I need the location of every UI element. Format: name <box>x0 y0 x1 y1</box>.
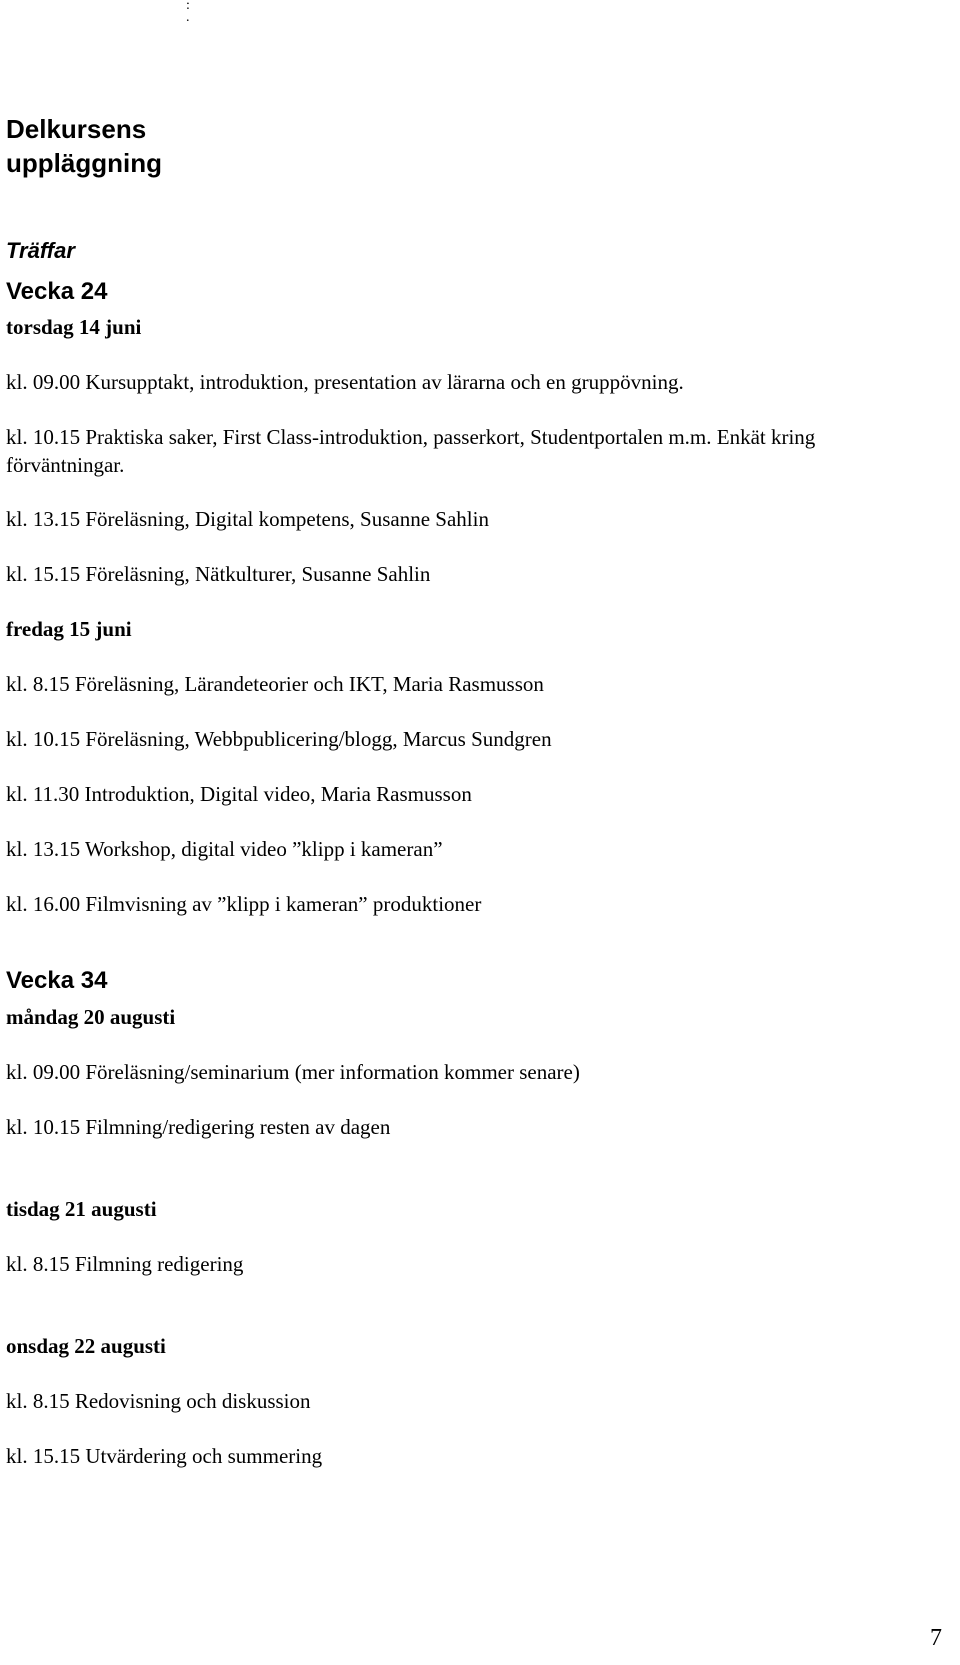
section-label: Träffar <box>6 238 75 263</box>
schedule-entry: kl. 10.15 Filmning/redigering resten av dagen <box>6 1115 391 1139</box>
top-marks: : . <box>186 0 190 25</box>
schedule-entry: kl. 8.15 Föreläsning, Lärandeteorier och IKT, Maria Rasmusson <box>6 672 544 696</box>
schedule-entry: kl. 09.00 Kursupptakt, introduktion, presentation av lärarna och en gruppövning. <box>6 370 684 394</box>
schedule-entry: kl. 8.15 Filmning redigering <box>6 1252 244 1276</box>
schedule-entry: kl. 16.00 Filmvisning av ”klipp i kameran” produktioner <box>6 892 482 916</box>
page-title: Delkursens uppläggning <box>6 114 162 178</box>
schedule-entry: kl. 8.15 Redovisning och diskussion <box>6 1389 311 1413</box>
schedule-entry: kl. 15.15 Utvärdering och summering <box>6 1444 323 1468</box>
week-heading-34: Vecka 34 <box>6 967 108 994</box>
schedule-entry: kl. 13.15 Föreläsning, Digital kompetens, Susanne Sahlin <box>6 507 489 531</box>
schedule-entry: kl. 15.15 Föreläsning, Nätkulturer, Susanne Sahlin <box>6 562 431 586</box>
day-heading-mandag: måndag 20 augusti <box>6 1005 176 1029</box>
schedule-entry: kl. 13.15 Workshop, digital video ”klipp i kameran” <box>6 837 443 861</box>
day-heading-fredag: fredag 15 juni <box>6 617 132 641</box>
day-heading-torsdag: torsdag 14 juni <box>6 315 142 339</box>
day-heading-tisdag: tisdag 21 augusti <box>6 1197 157 1221</box>
week-heading-24: Vecka 24 <box>6 278 108 305</box>
day-heading-onsdag: onsdag 22 augusti <box>6 1334 166 1358</box>
schedule-entry: kl. 09.00 Föreläsning/seminarium (mer information kommer senare) <box>6 1060 580 1084</box>
schedule-entry: kl. 11.30 Introduktion, Digital video, Maria Rasmusson <box>6 782 472 806</box>
schedule-entry: kl. 10.15 Föreläsning, Webbpublicering/blogg, Marcus Sundgren <box>6 727 552 751</box>
page-number: 7 <box>930 1625 942 1651</box>
schedule-entry: kl. 10.15 Praktiska saker, First Class-introduktion, passerkort, Studentportalen m.m. Enkät kring förväntningar. <box>6 425 816 477</box>
